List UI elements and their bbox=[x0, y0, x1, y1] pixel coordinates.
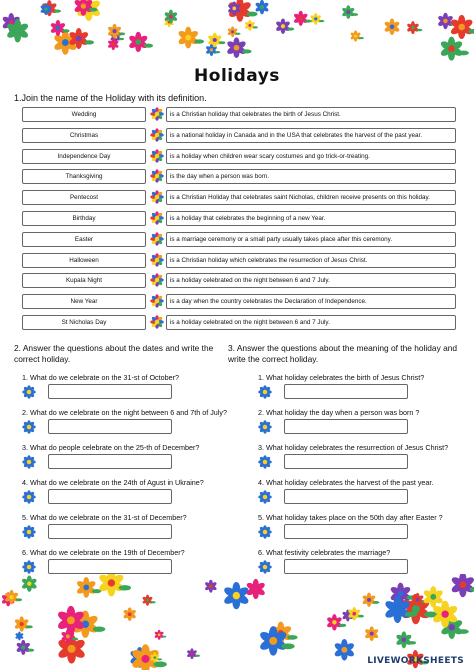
decorative-flower bbox=[275, 18, 291, 33]
leaf bbox=[119, 32, 126, 35]
decorative-flower bbox=[395, 631, 412, 648]
definition-box[interactable]: is a holiday celebrated on the night between 6 and 7 July. bbox=[166, 315, 456, 330]
answer-input[interactable] bbox=[284, 454, 408, 469]
answer-input[interactable] bbox=[48, 454, 172, 469]
question-text: 3. What holiday celebrates the resurrection of Jesus Christ? bbox=[258, 443, 449, 452]
holiday-word-box[interactable]: Christmas bbox=[22, 128, 146, 143]
decorative-flower bbox=[98, 574, 125, 596]
cornflower-icon bbox=[22, 385, 36, 399]
cornflower-icon bbox=[22, 490, 36, 504]
decorative-flower bbox=[310, 13, 322, 25]
holiday-word-box[interactable]: Pentecost bbox=[22, 190, 146, 205]
decorative-flower bbox=[362, 593, 376, 607]
question-text: 5. What holiday takes place on the 50th day after Easter ? bbox=[258, 513, 443, 522]
decorative-flower bbox=[107, 38, 119, 50]
decorative-flower bbox=[14, 616, 30, 631]
leaf bbox=[119, 585, 131, 590]
cornflower-icon bbox=[258, 455, 272, 469]
question-text: 5. What do we celebrate on the 31-st of December? bbox=[22, 513, 187, 522]
cornflower-icon bbox=[258, 385, 272, 399]
question-text: 4. What do we celebrate on the 24th of Agust in Ukraine? bbox=[22, 478, 204, 487]
leaf bbox=[93, 626, 105, 631]
holiday-word-box[interactable]: Easter bbox=[22, 232, 146, 247]
definition-box[interactable]: is a Christian Holiday that celebrates saint Nicholas, children receive presents on this holiday. bbox=[166, 190, 456, 205]
question-text: 2. What holiday the day when a person was born ? bbox=[258, 408, 420, 417]
holiday-word-box[interactable]: St Nicholas Day bbox=[22, 315, 146, 330]
holiday-word-box[interactable]: Birthday bbox=[22, 211, 146, 226]
leaf bbox=[84, 40, 94, 44]
decorative-flower bbox=[16, 640, 31, 655]
page-title: Holidays bbox=[194, 66, 280, 86]
cornflower-icon bbox=[258, 560, 272, 574]
flower-icon bbox=[150, 315, 164, 329]
leaf bbox=[119, 38, 124, 40]
flower-icon bbox=[150, 232, 164, 246]
decorative-flower bbox=[246, 579, 266, 599]
question-text: 1. What do we celebrate on the 31-st of October? bbox=[22, 373, 180, 382]
decorative-flower bbox=[333, 639, 355, 661]
answer-input[interactable] bbox=[48, 559, 172, 574]
answer-input[interactable] bbox=[284, 384, 408, 399]
decorative-flower bbox=[21, 575, 38, 591]
leaf bbox=[305, 20, 312, 23]
top-floral-border bbox=[0, 0, 474, 62]
answer-input[interactable] bbox=[48, 419, 172, 434]
leaf bbox=[144, 44, 153, 48]
leaf bbox=[253, 26, 258, 28]
flower-icon bbox=[150, 107, 164, 121]
holiday-word-box[interactable]: Kupala Night bbox=[22, 273, 146, 288]
decorative-flower bbox=[223, 582, 251, 609]
decorative-flower bbox=[255, 0, 270, 14]
decorative-flower bbox=[364, 626, 379, 641]
leaf bbox=[287, 635, 298, 640]
answer-input[interactable] bbox=[284, 489, 408, 504]
decorative-flower bbox=[177, 27, 199, 49]
leaf bbox=[373, 601, 380, 604]
cornflower-icon bbox=[22, 420, 36, 434]
flower-icon bbox=[150, 273, 164, 287]
answer-input[interactable] bbox=[284, 419, 408, 434]
holiday-word-box[interactable]: Independence Day bbox=[22, 149, 146, 164]
leaf bbox=[236, 33, 241, 35]
question-text: 1. What holiday celebrates the birth of Jesus Christ? bbox=[258, 373, 425, 382]
decorative-flower bbox=[76, 577, 97, 598]
decorative-flower bbox=[406, 21, 419, 34]
leaf bbox=[54, 10, 61, 13]
leaf bbox=[154, 661, 167, 667]
holiday-word-box[interactable]: Wedding bbox=[22, 107, 146, 122]
leaf bbox=[405, 612, 417, 617]
holiday-word-box[interactable]: Thanksgiving bbox=[22, 169, 146, 184]
decorative-flower bbox=[154, 630, 164, 640]
leaf bbox=[89, 8, 98, 12]
answer-input[interactable] bbox=[284, 559, 408, 574]
leaf bbox=[358, 615, 364, 618]
question-text: 6. What festivity celebrates the marriage? bbox=[258, 548, 391, 557]
flower-icon bbox=[150, 294, 164, 308]
flower-icon bbox=[150, 253, 164, 267]
leaf bbox=[27, 649, 34, 652]
cornflower-icon bbox=[22, 560, 36, 574]
decorative-flower bbox=[227, 26, 238, 37]
cornflower-icon bbox=[258, 420, 272, 434]
holiday-word-box[interactable]: Halloween bbox=[22, 253, 146, 268]
leaf bbox=[247, 12, 258, 17]
decorative-flower bbox=[293, 11, 308, 26]
cornflower-icon bbox=[258, 490, 272, 504]
leaf bbox=[219, 41, 226, 44]
leaf bbox=[416, 29, 422, 32]
question-text: 4. What holiday celebrates the harvest of the past year. bbox=[258, 478, 434, 487]
leaf bbox=[195, 655, 200, 657]
decorative-flower bbox=[128, 32, 149, 52]
section3-heading: 3. Answer the questions about the meaning of the holiday and write the correct holiday. bbox=[228, 343, 458, 364]
flower-icon bbox=[150, 190, 164, 204]
definition-box[interactable]: is a Christian holiday which celebrates the resurrection of Jesus Christ. bbox=[166, 253, 456, 268]
flower-icon bbox=[150, 149, 164, 163]
decorative-flower bbox=[15, 632, 24, 641]
decorative-flower bbox=[204, 580, 217, 593]
answer-input[interactable] bbox=[48, 384, 172, 399]
flower-icon bbox=[150, 128, 164, 142]
leaf bbox=[26, 625, 33, 628]
definition-box[interactable]: is a Christian holiday that celebrates the birth of Jesus Christ. bbox=[166, 107, 456, 122]
leaf bbox=[359, 37, 364, 39]
leaf bbox=[339, 624, 346, 627]
decorative-flower bbox=[350, 30, 361, 41]
definition-box[interactable]: is a holiday when children wear scary costumes and go trick-or-treating. bbox=[166, 149, 456, 164]
decorative-flower bbox=[142, 595, 153, 606]
leaf bbox=[215, 51, 221, 53]
decorative-flower bbox=[326, 614, 343, 630]
definition-box[interactable]: is a holiday celebrated on the night between 6 and 7 July. bbox=[166, 273, 456, 288]
cornflower-icon bbox=[22, 525, 36, 539]
decorative-flower bbox=[449, 15, 473, 39]
leaf bbox=[408, 641, 416, 644]
leaf bbox=[158, 658, 162, 660]
decorative-flower bbox=[244, 20, 255, 31]
definition-box[interactable]: is the day when a person was born. bbox=[166, 169, 456, 184]
leaf bbox=[242, 49, 251, 53]
decorative-flower bbox=[450, 574, 474, 597]
leaf bbox=[162, 636, 166, 638]
question-text: 2. What do we celebrate on the night between 6 and 7th of July? bbox=[22, 408, 227, 417]
section2-heading: 2. Answer the questions about the dates and write the correct holiday. bbox=[14, 343, 214, 364]
answer-input[interactable] bbox=[48, 524, 172, 539]
liveworksheets-logo: LIVEWORKSHEETS bbox=[367, 656, 464, 666]
flower-icon bbox=[150, 211, 164, 225]
leaf bbox=[319, 20, 324, 22]
leaf bbox=[287, 27, 294, 30]
leaf bbox=[194, 39, 204, 43]
cornflower-icon bbox=[22, 455, 36, 469]
decorative-flower bbox=[341, 5, 355, 19]
question-text: 3. What do people celebrate on the 25-th of December? bbox=[22, 443, 200, 452]
decorative-flower bbox=[226, 37, 247, 58]
leaf bbox=[352, 13, 358, 16]
definition-box[interactable]: is a marriage ceremony or a small party usually takes place after this ceremony. bbox=[166, 232, 456, 247]
definition-box[interactable]: is a day when the country celebrates the Declaration of Independence. bbox=[166, 294, 456, 309]
definition-box[interactable]: is a holiday that celebrates the beginning of a new Year. bbox=[166, 211, 456, 226]
decorative-flower bbox=[439, 37, 463, 61]
leaf bbox=[62, 29, 69, 32]
leaf bbox=[458, 629, 469, 634]
answer-input[interactable] bbox=[284, 524, 408, 539]
cornflower-icon bbox=[258, 525, 272, 539]
decorative-flower bbox=[123, 607, 137, 621]
decorative-flower bbox=[384, 18, 401, 35]
leaf bbox=[16, 598, 23, 601]
leaf bbox=[72, 638, 79, 641]
question-text: 6. What do we celebrate on the 19th of December? bbox=[22, 548, 185, 557]
leaf bbox=[458, 51, 469, 56]
definition-box[interactable]: is a national holiday in Canada and in the USA that celebrates the harvest of the past year. bbox=[166, 128, 456, 143]
leaf bbox=[281, 643, 294, 649]
section1-instruction: 1.Join the name of the Holiday with its definition. bbox=[14, 93, 207, 103]
flower-icon bbox=[150, 169, 164, 183]
answer-input[interactable] bbox=[48, 489, 172, 504]
decorative-flower bbox=[207, 33, 222, 48]
holiday-word-box[interactable]: New Year bbox=[22, 294, 146, 309]
leaf bbox=[151, 601, 156, 603]
decorative-flower bbox=[186, 648, 197, 659]
